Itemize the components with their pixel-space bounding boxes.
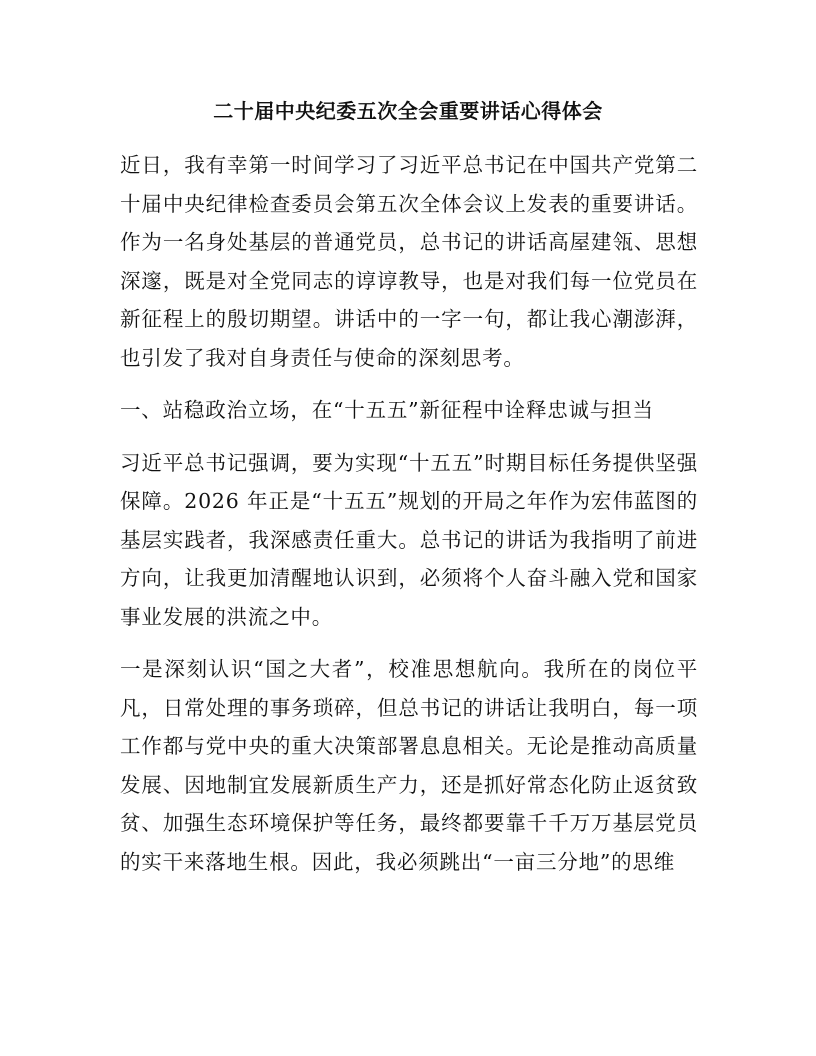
intro-paragraph: 近日，我有幸第一时间学习了习近平总书记在中国共产党第二十届中央纪律检查委员会第五次全体会议上发表的重要讲话。作为一名身处基层的普通党员，总书记的讲话高屋建瓴、思想深邃，既是对全党同志的谆谆教导，也是对我们每一位党员在新征程上的殷切期望。讲话中的一字一句，都让我心潮澎湃，也引发了我对自身责任与使命的深刻思考。 bbox=[120, 153, 698, 370]
section-heading: 一、站稳政治立场，在“十五五”新征程中诠释忠诚与担当 bbox=[120, 398, 654, 422]
document-body bbox=[120, 146, 698, 895]
document-title: 二十届中央纪委五次全会重要讲话心得体会 bbox=[213, 99, 603, 123]
section-paragraph-2: 一是深刻认识“国之大者”，校准思想航向。我所在的岗位平凡，日常处理的事务琐碎，但总书记的讲话让我明白，每一项工作都与党中央的重大决策部署息息相关。无论是推动高质量发展、因地制宜发展新质生产力，还是抓好常态化防止返贫致贫、加强生态环境保护等任务，最终都要靠千千万万基层党员的实干来落地生根。因此，我必须跳出“一亩三分地”的思维 bbox=[120, 657, 698, 874]
section-paragraph-1: 习近平总书记强调，要为实现“十五五”时期目标任务提供坚强保障。2026 年正是“十五五”规划的开局之年作为宏伟蓝图的基层实践者，我深感责任重大。总书记的讲话为我指明了前进方向，让我更加清醒地认识到，必须将个人奋斗融入党和国家事业发展的洪流之中。 bbox=[120, 450, 698, 629]
